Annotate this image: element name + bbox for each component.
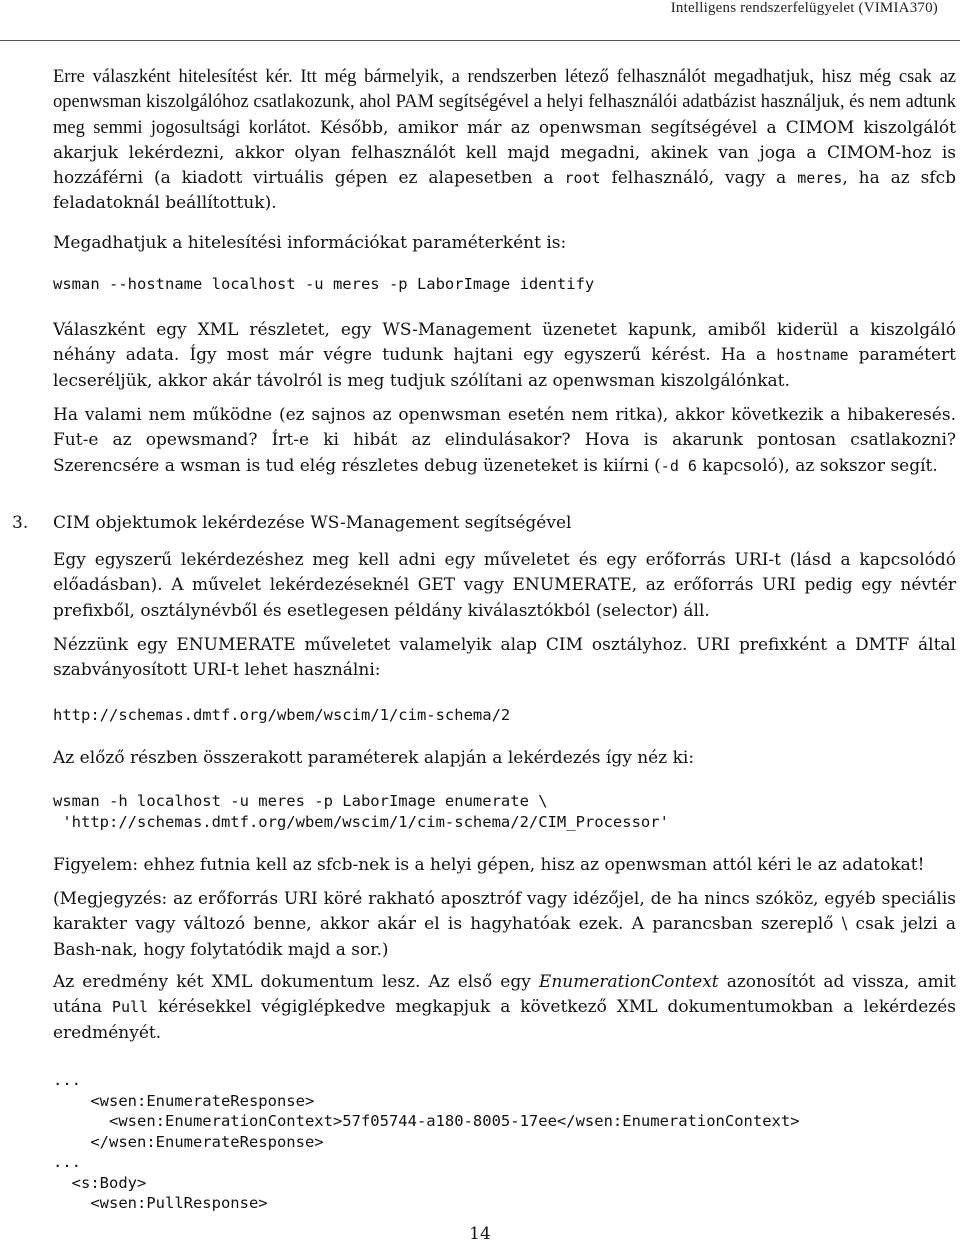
inline-code-debug-flag: -d 6 — [660, 456, 697, 475]
paragraph-debugging — [53, 403, 956, 479]
paragraph-note — [53, 887, 956, 963]
header-divider — [0, 40, 960, 41]
paragraph-text: azonosítót ad vissza, amit utána — [53, 972, 956, 1018]
inline-code-pull: Pull — [111, 998, 149, 1017]
paragraph-response — [53, 318, 956, 394]
paragraph-query-example — [53, 746, 956, 771]
paragraph-text: Erre válaszként hitelesítést kér. Itt még bármelyik, a rendszerben létező felhasználót megadhatjuk, hisz még csak az openwsman kiszolgálóhoz csatlakozunk, ahol PAM segítségével a helyi felhasználói adatbázist használjuk, és nem adtunk meg semmi jogosultsági korlátot. — [53, 67, 957, 138]
paragraph-text: (Megjegyzés: az erőforrás URI köré rakható aposztróf vagy idézőjel, de ha nincs szóköz, egyéb speciális karakter vagy változó benne, akkor akár el is hagyhatóak ezek. A parancsban szereplő \ csak jelzi a Bash-nak, hogy folytatódik majd a sor.) — [53, 889, 956, 960]
paragraph-text: Figyelem: ehhez futnia kell az sfcb-nek is a helyi gépen, hisz az openwsman attól kéri le az adatokat! — [53, 855, 925, 875]
paragraph-enumerate — [53, 633, 956, 684]
paragraph-text: kapcsoló), az sokszor segít. — [696, 455, 938, 476]
paragraph-text: felhasználó, vagy a — [600, 168, 798, 189]
inline-code-meres: meres — [797, 169, 843, 188]
paragraph-query-basics — [53, 548, 956, 624]
paragraph-text: Megadhatjuk a hitelesítési információkat paraméterként is: — [53, 233, 567, 253]
italic-term: EnumerationContext — [538, 972, 719, 992]
code-block-xml-output: ... <wsen:EnumerateResponse> <wsen:EnumerationContext>57f05744-a180-8005-17ee</wsen:EnumerationContext> </wsen:EnumerateResponse> ... <s:Body> <wsen:PullResponse> — [53, 1071, 800, 1212]
paragraph-text: Nézzünk egy ENUMERATE műveletet valamelyik alap CIM osztályhoz. URI prefixként a DMTF által szabványosított URI-t lehet használni: — [53, 635, 956, 681]
code-block-identify: wsman --hostname localhost -u meres -p LaborImage identify — [53, 275, 595, 293]
paragraph-warning — [53, 853, 956, 878]
paragraph-text: , ha az sfcb feladatoknál beállítottuk). — [53, 168, 956, 214]
section-title: CIM objektumok lekérdezése WS-Management segítségével — [53, 513, 572, 533]
paragraph-text: kérésekkel végiglépkedve megkapjuk a következő XML dokumentumokban a lekérdezés eredményét. — [53, 997, 956, 1043]
page-number: 14 — [469, 1224, 491, 1244]
section-number: 3. — [12, 513, 29, 533]
code-block-enumerate: wsman -h localhost -u meres -p LaborImage enumerate \ 'http://schemas.dmtf.org/wbem/wscim/1/cim-schema/2/CIM_Processor' — [53, 792, 669, 831]
paragraph-text: Ha valami nem működne (ez sajnos az openwsman esetén nem ritka), akkor következik a hibakeresés. Fut-e az opewsmand? Írt-e ki hibát az elindulásakor? Hova is akarunk pontosan csatlakozni? Szerencsére a wsman is tud elég részletes debug üzeneteket is kiírni ( — [53, 405, 956, 476]
running-header: Intelligens rendszerfelügyelet (VIMIA370) — [670, 0, 938, 16]
inline-code-hostname: hostname — [776, 346, 849, 365]
paragraph-credentials — [53, 231, 956, 256]
paragraph-result — [53, 970, 956, 1046]
paragraph-text: paramétert lecseréljük, akkor akár távolról is meg tudjuk szólítani az openwsman kiszolgálónkat. — [53, 345, 956, 391]
paragraph-authentication — [53, 65, 956, 217]
paragraph-text: Később, amikor már az openwsman segítségével a CIMOM kiszolgálót akarjuk lekérdezni, akkor olyan felhasználót kell majd megadni, akinek van joga a CIMOM-hoz is hozzáférni (a kiadott virtuális gépen ez alapesetben a — [53, 117, 956, 189]
paragraph-text: Az eredmény két XML dokumentum lesz. Az első egy — [53, 972, 539, 992]
paragraph-text: Az előző részben összerakott paraméterek alapján a lekérdezés így néz ki: — [53, 748, 695, 768]
paragraph-text: Egy egyszerű lekérdezéshez meg kell adni egy műveletet és egy erőforrás URI-t (lásd a kapcsolódó előadásban). A művelet lekérdezéseknél GET vagy ENUMERATE, az erőforrás URI pedig egy névtér prefixből, osztálynévből és esetlegesen példány kiválasztókból (selector) áll. — [53, 550, 956, 621]
inline-code-root: root — [564, 169, 601, 188]
paragraph-text: Válaszként egy XML részletet, egy WS-Management üzenetet kapunk, amiből kiderül a kiszolgáló néhány adata. Így most már végre tudunk hajtani egy egyszerű kérést. Ha a — [53, 320, 956, 366]
code-block-uri-prefix: http://schemas.dmtf.org/wbem/wscim/1/cim-schema/2 — [53, 706, 511, 724]
